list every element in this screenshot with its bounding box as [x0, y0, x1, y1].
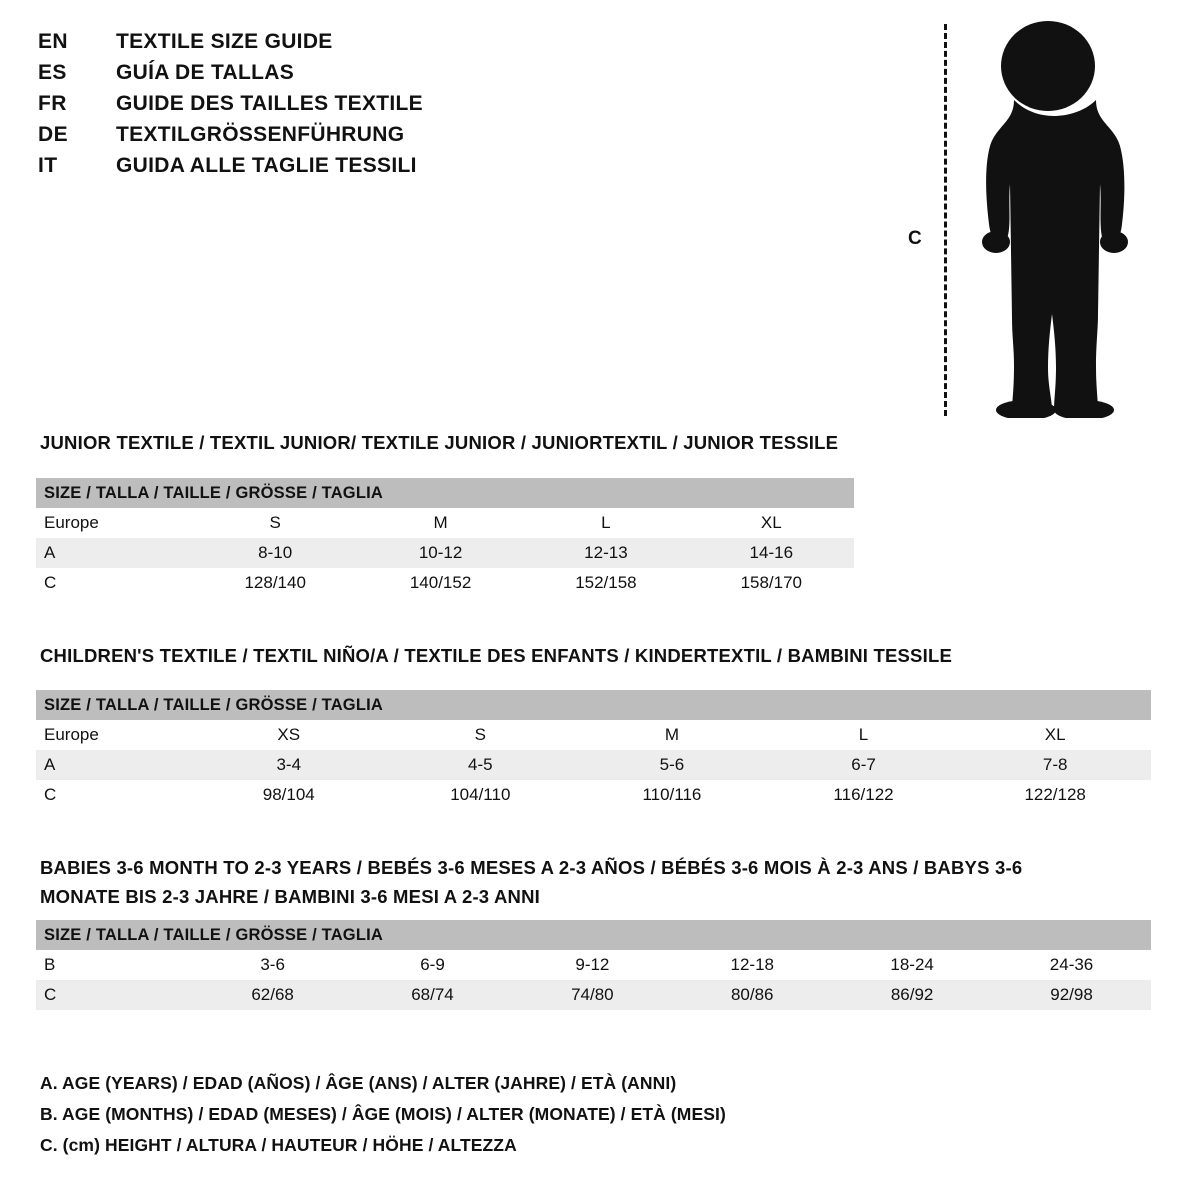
footnote-age-months: B. AGE (MONTHS) / EDAD (MESES) / ÂGE (MOIS) / ALTER (MONATE) / ETÀ (MESI)	[40, 1104, 726, 1124]
size-header-cell: L	[858, 725, 869, 744]
section-title-children: CHILDREN'S TEXTILE / TEXTIL NIÑO/A / TEXTILE DES ENFANTS / KINDERTEXTIL / BAMBINI TESSILE	[40, 645, 952, 666]
size-header-cell: M	[664, 725, 679, 744]
cell-value: 86/92	[890, 985, 934, 1004]
cell-value: 152/158	[575, 573, 637, 592]
cell-value: 74/80	[571, 985, 614, 1004]
cell-value: 62/68	[251, 985, 294, 1004]
cell-value: 92/98	[1050, 985, 1093, 1004]
cell-value: 14-16	[749, 543, 794, 562]
language-title-block	[38, 30, 598, 185]
cell-value: 128/140	[244, 573, 306, 592]
cell-value: 9-12	[575, 955, 610, 974]
section-title-babies: BABIES 3-6 MONTH TO 2-3 YEARS / BEBÉS 3-6 MESES A 2-3 AÑOS / BÉBÉS 3-6 MOIS À 2-3 ANS / BABYS 3-6 MONATE BIS 2-3 JAHRE / BAMBINI 3-6 MESI A 2-3 ANNI	[40, 857, 1023, 907]
cell-value: 122/128	[1024, 785, 1086, 804]
size-header-cell: XL	[760, 513, 782, 532]
language-row	[38, 154, 598, 185]
cell-value: 5-6	[659, 755, 685, 774]
cell-value: 3-4	[276, 755, 302, 774]
band-label: SIZE / TALLA / TAILLE / GRÖSSE / TAGLIA	[36, 478, 854, 508]
language-code: DE	[38, 123, 68, 146]
row-label: B	[44, 955, 56, 974]
cell-value: 8-10	[258, 543, 293, 562]
language-row	[38, 61, 598, 92]
height-figure	[900, 10, 1160, 420]
cell-value: 98/104	[262, 785, 315, 804]
size-header-cell: S	[474, 725, 486, 744]
language-code: FR	[38, 92, 67, 115]
header-region-label: Europe	[44, 513, 99, 532]
cell-value: 110/116	[642, 785, 702, 804]
row-label: A	[44, 543, 56, 562]
height-marker-label: C	[908, 228, 922, 249]
cell-value: 12-18	[730, 955, 774, 974]
cell-value: 4-5	[468, 755, 493, 774]
size-header-cell: XS	[277, 725, 301, 744]
band-label: SIZE / TALLA / TAILLE / GRÖSSE / TAGLIA	[36, 690, 1151, 720]
table-babies	[36, 920, 1151, 1010]
table-children	[36, 690, 1151, 810]
table-row	[36, 568, 854, 598]
row-label: C	[44, 985, 57, 1004]
table-row	[36, 750, 1151, 780]
language-code: EN	[38, 30, 68, 53]
row-label: A	[44, 755, 56, 774]
cell-value: 7-8	[1042, 755, 1068, 774]
row-label: C	[44, 573, 57, 592]
cell-value: 80/86	[730, 985, 774, 1004]
table-junior	[36, 478, 854, 598]
cell-value: 24-36	[1049, 955, 1094, 974]
language-code: ES	[38, 61, 67, 84]
size-header-cell: S	[269, 513, 281, 532]
height-dashed-line	[944, 24, 947, 416]
size-header-cell: L	[601, 513, 611, 532]
table-band-row	[36, 920, 1151, 950]
table-row	[36, 538, 854, 568]
size-header-cell: M	[433, 513, 448, 532]
footnote-height: C. (cm) HEIGHT / ALTURA / HAUTEUR / HÖHE / ALTEZZA	[40, 1135, 517, 1155]
cell-value: 3-6	[260, 955, 285, 974]
cell-value: 68/74	[411, 985, 454, 1004]
language-title: GUÍA DE TALLAS	[116, 61, 295, 84]
cell-value: 12-13	[584, 543, 628, 562]
language-code: IT	[38, 154, 58, 177]
language-row	[38, 92, 598, 123]
language-row	[38, 30, 598, 61]
table-header-row	[36, 720, 1151, 750]
cell-value: 116/122	[833, 785, 894, 804]
cell-value: 10-12	[418, 543, 463, 562]
child-silhouette-icon	[956, 18, 1146, 418]
table-band-row	[36, 478, 854, 508]
language-title: GUIDE DES TAILLES TEXTILE	[116, 92, 423, 115]
section-title-junior: JUNIOR TEXTILE / TEXTIL JUNIOR/ TEXTILE JUNIOR / JUNIORTEXTIL / JUNIOR TESSILE	[40, 432, 839, 453]
cell-value: 140/152	[409, 573, 472, 592]
table-row	[36, 980, 1151, 1010]
cell-value: 158/170	[740, 573, 803, 592]
language-title: TEXTILE SIZE GUIDE	[116, 30, 333, 53]
cell-value: 104/110	[450, 785, 511, 804]
language-row	[38, 123, 598, 154]
cell-value: 6-9	[420, 955, 445, 974]
table-row	[36, 780, 1151, 810]
table-row	[36, 950, 1151, 980]
table-header-row	[36, 508, 854, 538]
language-title: TEXTILGRÖSSENFÜHRUNG	[116, 123, 405, 146]
table-band-row	[36, 690, 1151, 720]
size-header-cell: XL	[1044, 725, 1066, 744]
row-label: C	[44, 785, 57, 804]
footnotes	[40, 1068, 1140, 1161]
footnote-age-years: A. AGE (YEARS) / EDAD (AÑOS) / ÂGE (ANS) / ALTER (JAHRE) / ETÀ (ANNI)	[40, 1073, 677, 1093]
header-region-label: Europe	[44, 725, 99, 744]
band-label: SIZE / TALLA / TAILLE / GRÖSSE / TAGLIA	[36, 920, 1151, 950]
cell-value: 18-24	[890, 955, 934, 974]
cell-value: 6-7	[851, 755, 876, 774]
language-title: GUIDA ALLE TAGLIE TESSILI	[116, 154, 417, 177]
